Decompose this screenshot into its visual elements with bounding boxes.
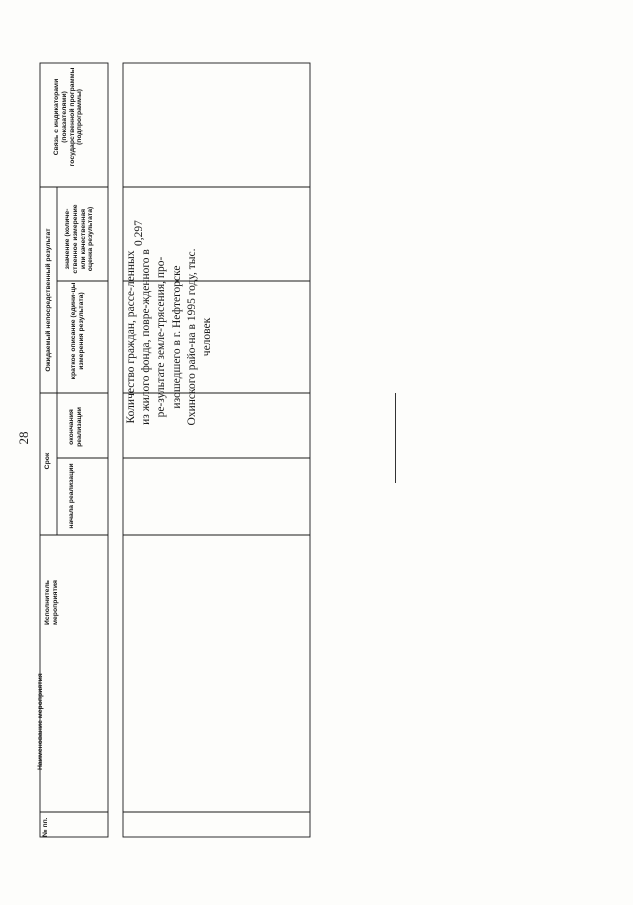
header-executor: Исполнитель мероприятия — [44, 580, 59, 625]
header-term-start: начала реализации — [68, 463, 75, 529]
header-term-end: окончания реализации — [68, 407, 83, 447]
header-result-desc: краткое описание (едини-цы измерения результата) — [70, 282, 85, 380]
page-number: 28 — [16, 431, 31, 445]
header-num: № пп. — [42, 817, 49, 837]
row-value: 0,297 — [133, 220, 145, 246]
header-result-value: значение (количе-ственное измерение или качественная оценка результата) — [64, 204, 95, 274]
separator-line — [395, 393, 396, 483]
row-description: Количество граждан, рассе-ленных из жилого фонда, повре-жденного в ре-зультате земле-трясения, про-изошедшего в г. Нефтегорске Охинского райо-на в 1995 году, тыс. человек — [125, 248, 213, 426]
header-result: Ожидаемый непосредственный результат — [45, 228, 52, 372]
header-name: Наименование мероприятия — [37, 673, 44, 770]
header-term: Срок — [44, 452, 51, 470]
header-link: Связь с индикаторами (показателями) государственной программы (подпрограммы) — [53, 67, 84, 167]
